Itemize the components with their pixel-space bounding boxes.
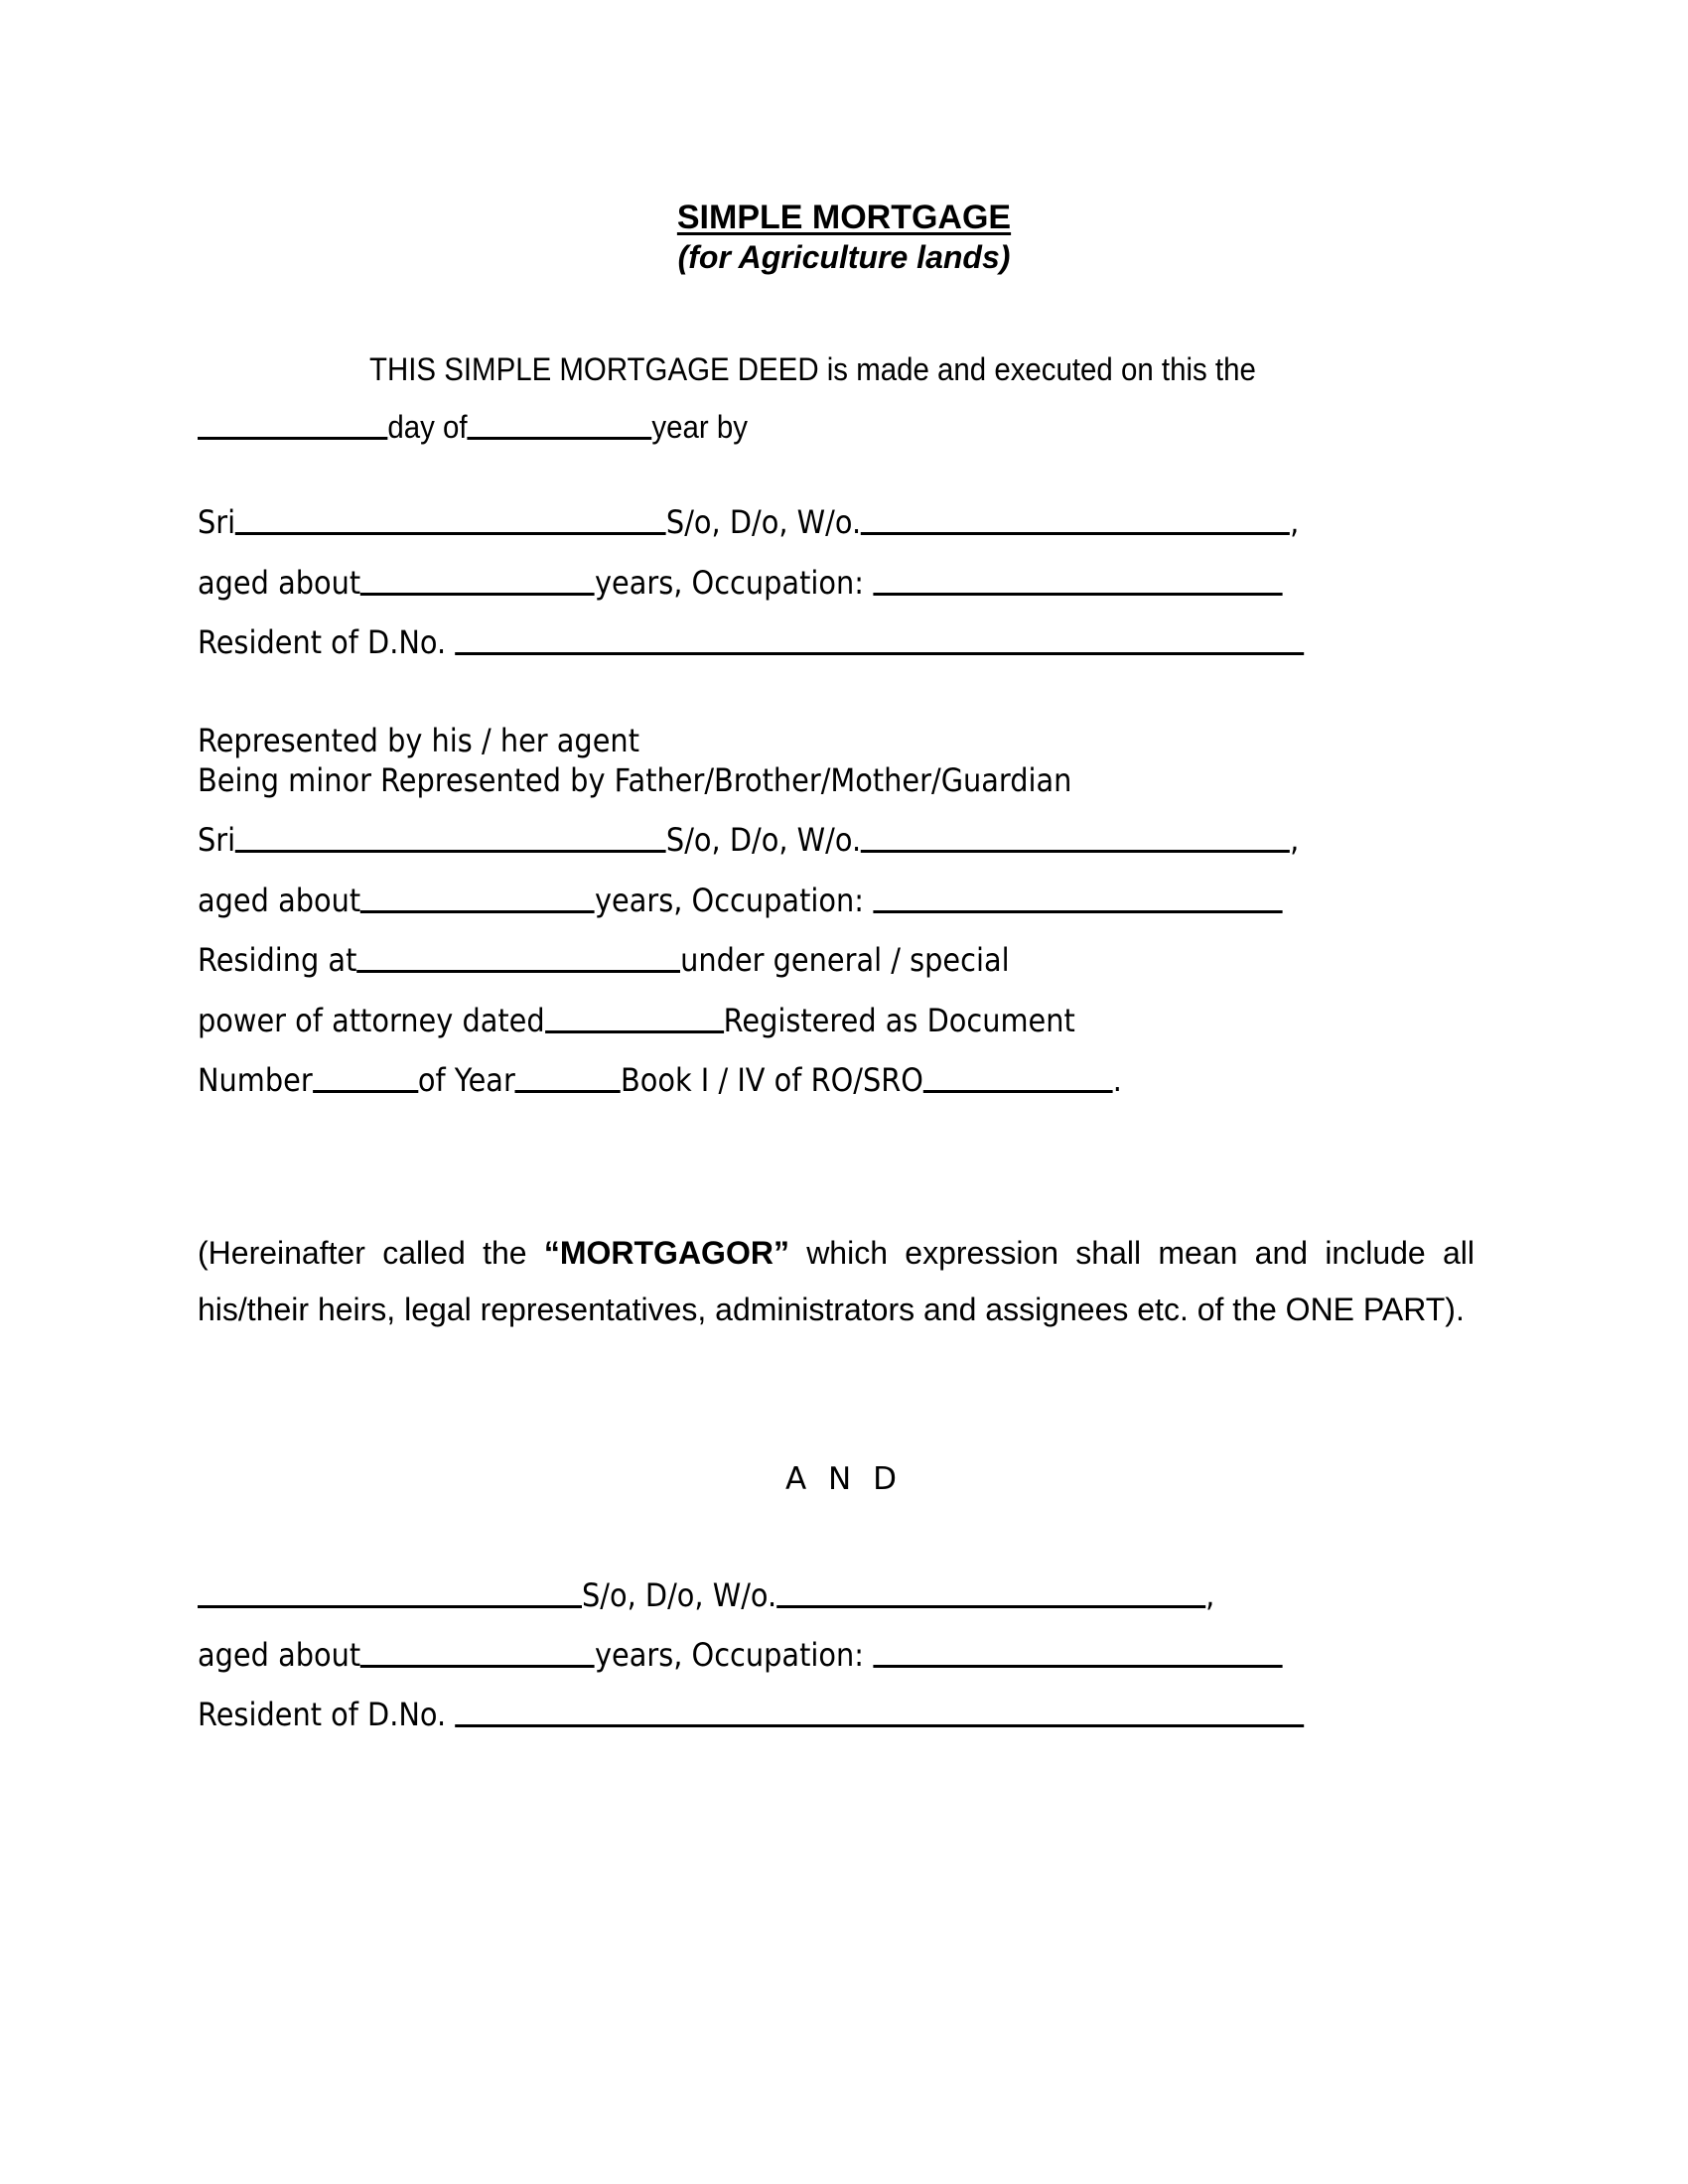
agent-represented-line: Represented by his / her agent — [198, 722, 639, 759]
minor-represented-line: Being minor Represented by Father/Brother/Mother/Guardian — [198, 761, 1072, 799]
mortgagor-address-blank[interactable] — [455, 652, 1304, 655]
mortgagor-definition-paragraph — [198, 1225, 1475, 1338]
mortgagor-name-line — [198, 503, 1300, 541]
aged-label: aged about — [198, 882, 361, 919]
month-blank[interactable] — [468, 437, 652, 440]
poa-label: power of attorney dated — [198, 1002, 545, 1039]
mortgagor-term: “MORTGAGOR” — [543, 1235, 789, 1271]
agent-relation-blank[interactable] — [861, 850, 1290, 853]
agent-occupation-blank[interactable] — [873, 910, 1282, 913]
document-title — [0, 199, 1688, 237]
registered-label: Registered as Document — [723, 1002, 1075, 1039]
period: . — [1112, 1061, 1122, 1099]
residing-label: Residing at — [198, 941, 357, 979]
agent-age-line — [198, 882, 1282, 919]
comma: , — [1205, 1576, 1215, 1614]
poa-date-blank[interactable] — [545, 1030, 724, 1033]
comma: , — [1290, 503, 1300, 541]
occupation-label: years, Occupation: — [594, 1636, 864, 1674]
relation-label: S/o, D/o, W/o. — [665, 821, 862, 859]
mortgagor-age-line — [198, 564, 1282, 602]
agent-name-blank[interactable] — [235, 850, 666, 853]
resident-label: Resident of D.No. — [198, 623, 447, 661]
mortgagor-name-blank[interactable] — [235, 532, 666, 535]
intro-line: THIS SIMPLE MORTGAGE DEED is made and executed on this the — [369, 351, 1256, 387]
mortgagee-resident-line — [198, 1696, 1304, 1733]
mortgagee-age-line — [198, 1636, 1282, 1674]
date-line — [198, 411, 748, 443]
mortgagee-relation-blank[interactable] — [776, 1605, 1205, 1608]
definition-suffix: which expression shall mean and include all his/their heirs, legal representatives, administrators and assignees etc. of the ONE PART). — [198, 1235, 1476, 1327]
document-year-blank[interactable] — [515, 1090, 621, 1093]
mortgagee-occupation-blank[interactable] — [873, 1665, 1282, 1668]
occupation-label: years, Occupation: — [594, 882, 864, 919]
poa-type-label: under general / special — [680, 941, 1010, 979]
mortgagee-address-blank[interactable] — [455, 1724, 1304, 1727]
year-label: year by — [651, 409, 748, 445]
document-number-blank[interactable] — [313, 1090, 418, 1093]
day-label: day of — [387, 409, 468, 445]
poa-date-line — [198, 1002, 1075, 1039]
document-number-line — [198, 1061, 1122, 1099]
mortgagor-occupation-blank[interactable] — [873, 593, 1282, 596]
title-text: SIMPLE MORTGAGE — [676, 199, 1012, 236]
comma: , — [1290, 821, 1300, 859]
definition-prefix: (Hereinafter called the — [198, 1235, 544, 1271]
relation-label: S/o, D/o, W/o. — [582, 1576, 777, 1614]
sro-blank[interactable] — [923, 1090, 1113, 1093]
sri-label: Sri — [198, 821, 236, 859]
relation-label: S/o, D/o, W/o. — [665, 503, 862, 541]
document-subtitle: (for Agriculture lands) — [677, 239, 1011, 275]
book-label: Book I / IV of RO/SRO — [620, 1061, 923, 1099]
sri-label: Sri — [198, 503, 236, 541]
of-year-label: of Year — [417, 1061, 515, 1099]
agent-residence-blank[interactable] — [356, 970, 680, 973]
mortgagor-relation-blank[interactable] — [861, 532, 1290, 535]
aged-label: aged about — [198, 564, 361, 602]
agent-age-blank[interactable] — [360, 910, 595, 913]
occupation-label: years, Occupation: — [594, 564, 864, 602]
mortgagee-age-blank[interactable] — [360, 1665, 595, 1668]
and-separator: A N D — [785, 1461, 903, 1497]
agent-residing-line — [198, 941, 1010, 979]
aged-label: aged about — [198, 1636, 361, 1674]
mortgagor-age-blank[interactable] — [360, 593, 595, 596]
agent-name-line — [198, 821, 1300, 859]
resident-label: Resident of D.No. — [198, 1696, 447, 1733]
mortgagee-name-line — [198, 1576, 1215, 1614]
mortgagee-name-blank[interactable] — [198, 1605, 582, 1608]
mortgagor-resident-line — [198, 623, 1304, 661]
number-label: Number — [198, 1061, 313, 1099]
day-blank[interactable] — [198, 437, 387, 440]
